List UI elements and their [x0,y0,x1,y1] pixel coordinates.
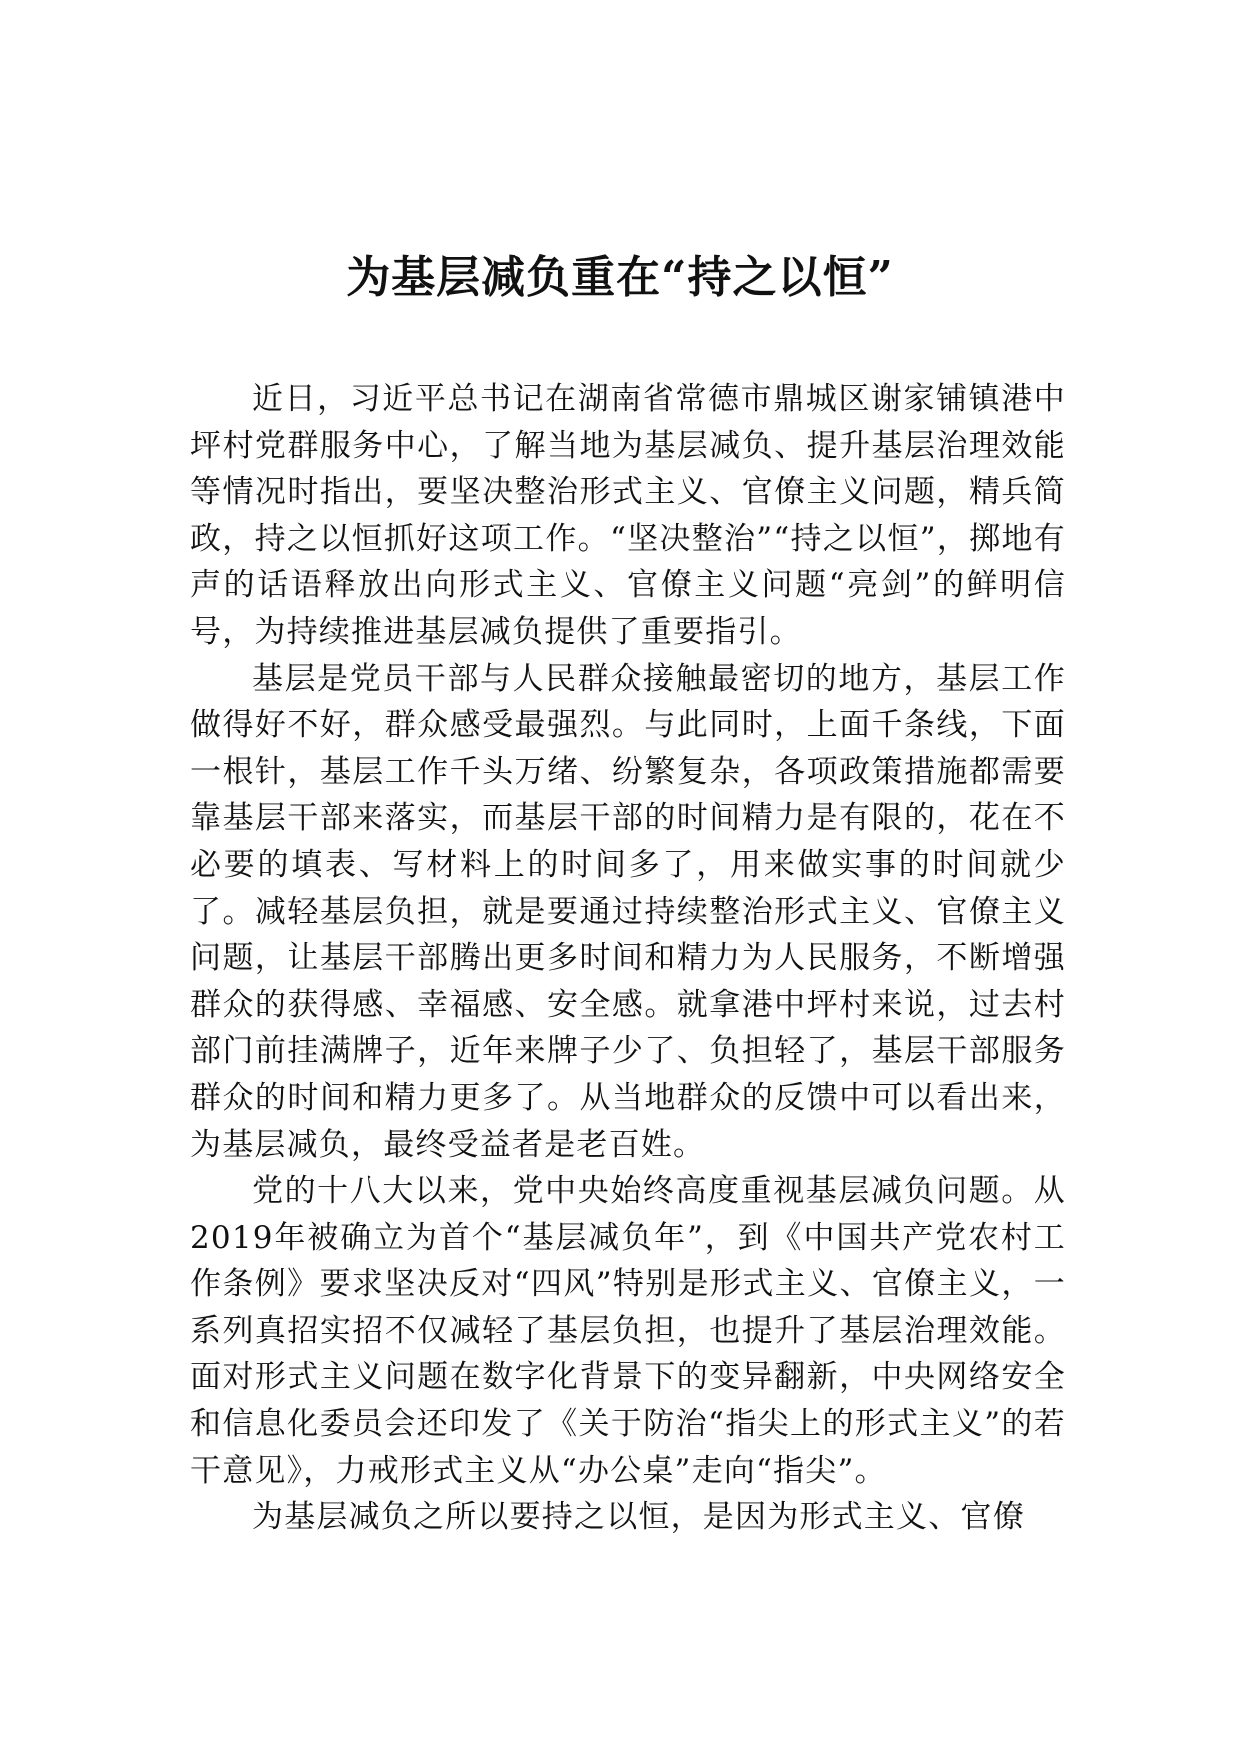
paragraph: 基层是党员干部与人民群众接触最密切的地方，基层工作做得好不好，群众感受最强烈。与此同时，上面千条线，下面一根针，基层工作千头万绪、纷繁复杂，各项政策措施都需要靠基层干部来落实，而基层干部的时间精力是有限的，花在不必要的填表、写材料上的时间多了，用来做实事的时间就少了。减轻基层负担，就是要通过持续整治形式主义、官僚主义问题，让基层干部腾出更多时间和精力为人民服务，不断增强群众的获得感、幸福感、安全感。就拿港中坪村来说，过去村部门前挂满牌子，近年来牌子少了、负担轻了，基层干部服务群众的时间和精力更多了。从当地群众的反馈中可以看出来，为基层减负，最终受益者是老百姓。 [190,660,1066,1163]
document-title: 为基层减负重在“持之以恒” [346,252,894,303]
paragraph: 为基层减负之所以要持之以恒，是因为形式主义、官僚 [252,1499,1025,1536]
document-body [190,376,1066,1541]
paragraph: 近日，习近平总书记在湖南省常德市鼎城区谢家铺镇港中坪村党群服务中心，了解当地为基层减负、提升基层治理效能等情况时指出，要坚决整治形式主义、官僚主义问题，精兵简政，持之以恒抓好这项工作。“坚决整治”“持之以恒”，掷地有声的话语释放出向形式主义、官僚主义问题“亮剑”的鲜明信号，为持续推进基层减负提供了重要指引。 [190,381,1066,650]
paragraph: 党的十八大以来，党中央始终高度重视基层减负问题。从2019年被确立为首个“基层减负年”，到《中国共产党农村工作条例》要求坚决反对“四风”特别是形式主义、官僚主义，一系列真招实招不仅减轻了基层负担，也提升了基层治理效能。面对形式主义问题在数字化背景下的变异翻新，中央网络安全和信息化委员会还印发了《关于防治“指尖上的形式主义”的若干意见》，力戒形式主义从“办公桌”走向“指尖”。 [190,1173,1066,1489]
